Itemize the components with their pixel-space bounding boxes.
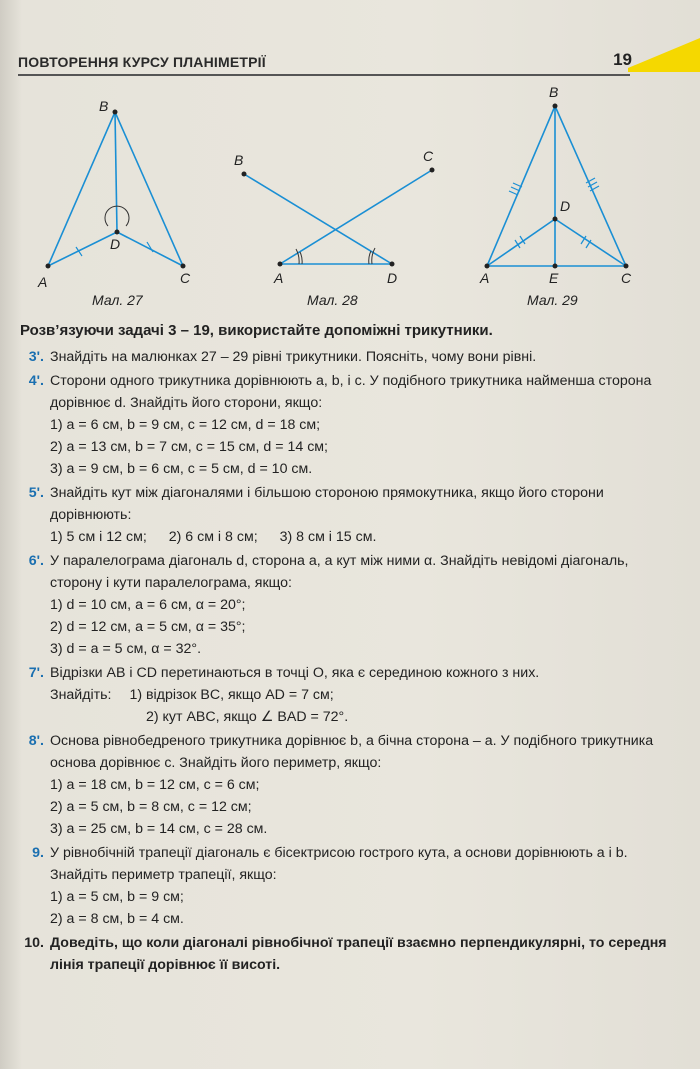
fig29-label-B: B (549, 84, 559, 100)
problem-number: 9. (32, 845, 44, 861)
problem-text: Сторони одного трикутника дорівнюють a, b, і c. У подібного трикутника найменша сторона дорівнює d. Знайдіть його сторони, якщо: (50, 373, 652, 411)
problem-text: Основа рівнобедреного трикутника дорівнює b, а бічна сторона – a. У подібного трикутника основа дорівнює c. Знайдіть його периметр, якщо: (50, 733, 654, 771)
fig28-label-C: C (423, 148, 434, 164)
header-title: ПОВТОРЕННЯ КУРСУ ПЛАНІМЕТРІЇ (18, 54, 266, 70)
problem-text: Відрізки AB і CD перетинаються в точці O, яка є серединою кожного з них. (50, 665, 540, 681)
problem-options-row (50, 526, 670, 548)
problem-number: 7'. (28, 665, 44, 681)
problem-text: У паралелограма діагональ d, сторона a, а кут між ними α. Знайдіть невідомі діагональ, сторону і кути паралелограма, якщо: (50, 553, 629, 591)
problem-option: 2) d = 12 см, a = 5 см, α = 35°; (50, 619, 246, 635)
problem-find-row (50, 684, 670, 706)
problem-number: 6'. (28, 553, 44, 569)
problem-8 (20, 730, 670, 840)
instructions: Розв’язуючи задачі 3 – 19, використайте допоміжні трикутники. (20, 322, 493, 339)
problem-number: 10. (24, 935, 44, 951)
problem-text: Знайдіть на малюнках 27 – 29 рівні трикутники. Поясніть, чому вони рівні. (50, 349, 537, 365)
fig28-label-D: D (387, 270, 398, 286)
problem-6 (20, 550, 670, 660)
figure-29 (0, 0, 700, 320)
problem-option: 1) a = 6 см, b = 9 см, c = 12 см, d = 18 см; (50, 417, 321, 433)
problem-5 (20, 482, 670, 548)
fig29-label-D: D (560, 198, 571, 214)
fig27-caption: Мал. 27 (92, 292, 143, 308)
problem-option: 3) a = 9 см, b = 6 см, c = 5 см, d = 10 см. (50, 461, 313, 477)
problem-option: 3) 8 см і 15 см. (279, 529, 377, 545)
fig28-caption: Мал. 28 (307, 292, 358, 308)
problem-text: Доведіть, що коли діагоналі рівнобічної трапеції взаємно перпендикулярні, то середня лінія трапеції дорівнює її висоті. (50, 935, 667, 973)
fig29-label-C: C (621, 270, 632, 286)
fig27-label-B: B (99, 98, 109, 114)
problem-option: 1) відрізок BC, якщо AD = 7 см; (129, 687, 334, 703)
problem-number: 4'. (28, 373, 44, 389)
fig27-label-A: A (38, 274, 48, 290)
problem-option: 2) 6 см і 8 см; (168, 529, 258, 545)
problem-9 (20, 842, 670, 930)
problem-option: 1) 5 см і 12 см; (50, 529, 147, 545)
problem-option: 2) a = 13 см, b = 7 см, c = 15 см, d = 14 см; (50, 439, 328, 455)
problem-number: 8'. (28, 733, 44, 749)
fig28-label-B: B (234, 152, 244, 168)
problem-text: Знайдіть кут між діагоналями і більшою стороною прямокутника, якщо його сторони дорівнюють: (50, 485, 604, 523)
problem-10 (20, 932, 670, 976)
problem-option: 2) кут ABC, якщо ∠ BAD = 72°. (146, 709, 349, 725)
fig27-label-C: C (180, 270, 191, 286)
fig27-label-D: D (110, 236, 121, 252)
fig29-label-E: E (549, 270, 559, 286)
problem-number: 3'. (28, 349, 44, 365)
fig28-label-A: A (274, 270, 284, 286)
find-label: Знайдіть: (50, 687, 112, 703)
problem-7 (20, 662, 670, 728)
problem-list (20, 346, 670, 978)
problem-number: 5'. (28, 485, 44, 501)
problem-option: 3) a = 25 см, b = 14 см, c = 28 см. (50, 821, 268, 837)
problem-option: 2) a = 5 см, b = 8 см, c = 12 см; (50, 799, 252, 815)
problem-option: 1) a = 18 см, b = 12 см, c = 6 см; (50, 777, 260, 793)
fig29-label-A: A (480, 270, 490, 286)
fig29-caption: Мал. 29 (527, 292, 578, 308)
problem-text: У рівнобічній трапеції діагональ є бісектрисою гострого кута, а основи дорівнюють a і b. Знайдіть периметр трапеції, якщо: (50, 845, 628, 883)
problem-option: 1) d = 10 см, a = 6 см, α = 20°; (50, 597, 246, 613)
problem-option: 2) a = 8 см, b = 4 см. (50, 911, 184, 927)
problem-3 (20, 346, 670, 368)
page-number: 19 (613, 50, 632, 69)
problem-option: 3) d = a = 5 см, α = 32°. (50, 641, 202, 657)
problem-4 (20, 370, 670, 480)
problem-option: 1) a = 5 см, b = 9 см; (50, 889, 184, 905)
